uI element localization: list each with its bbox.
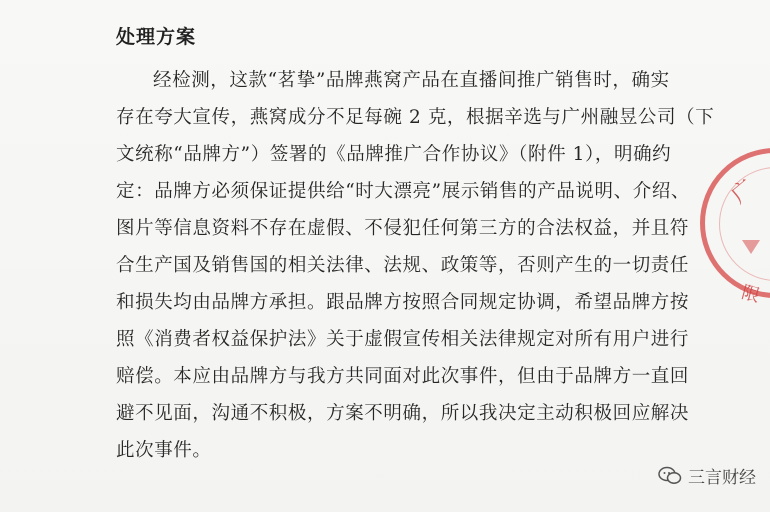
- wechat-chat-icon: [658, 466, 682, 486]
- text-line: 照《消费者权益保护法》关于虚假宣传相关法律规定对所有用户进行: [116, 329, 690, 350]
- text-line: 经检测，这款“茗挚”品牌燕窝产品在直播间推广销售时，确实: [153, 70, 670, 91]
- text-line: 避不见面，沟通不积极，方案不明确，所以我决定主动积极回应解决: [116, 403, 690, 424]
- text-line: 定：品牌方必须保证提供给“时大漂亮”展示销售的产品说明、介绍、: [116, 181, 691, 202]
- watermark-text: 三言财经: [688, 468, 756, 488]
- seal-character: 限: [739, 281, 763, 307]
- company-seal: [700, 148, 770, 298]
- text-line: 此次事件。: [116, 440, 212, 461]
- text-line: 图片等信息资料不存在虚假、不侵犯任何第三方的合法权益，并且符: [116, 218, 690, 239]
- watermark: [658, 463, 756, 488]
- seal-character: 广: [726, 175, 760, 209]
- text-line: 和损失均由品牌方承担。跟品牌方按照合同规定协调，希望品牌方按: [116, 292, 690, 313]
- text-line: 合生产国及销售国的相关法律、法规、政策等，否则产生的一切责任: [116, 255, 690, 276]
- text-line: 存在夸大宣传，燕窝成分不足每碗 2 克，根据辛选与广州融昱公司（下: [116, 107, 715, 128]
- seal-star-mark: [742, 240, 760, 254]
- document-body: [116, 62, 715, 469]
- text-line: 赔偿。本应由品牌方与我方共同面对此次事件，但由于品牌方一直回: [116, 366, 690, 387]
- section-heading: 处理方案: [116, 26, 197, 48]
- text-line: 文统称“品牌方”）签署的《品牌推广合作协议》（附件 1），明确约: [116, 144, 672, 165]
